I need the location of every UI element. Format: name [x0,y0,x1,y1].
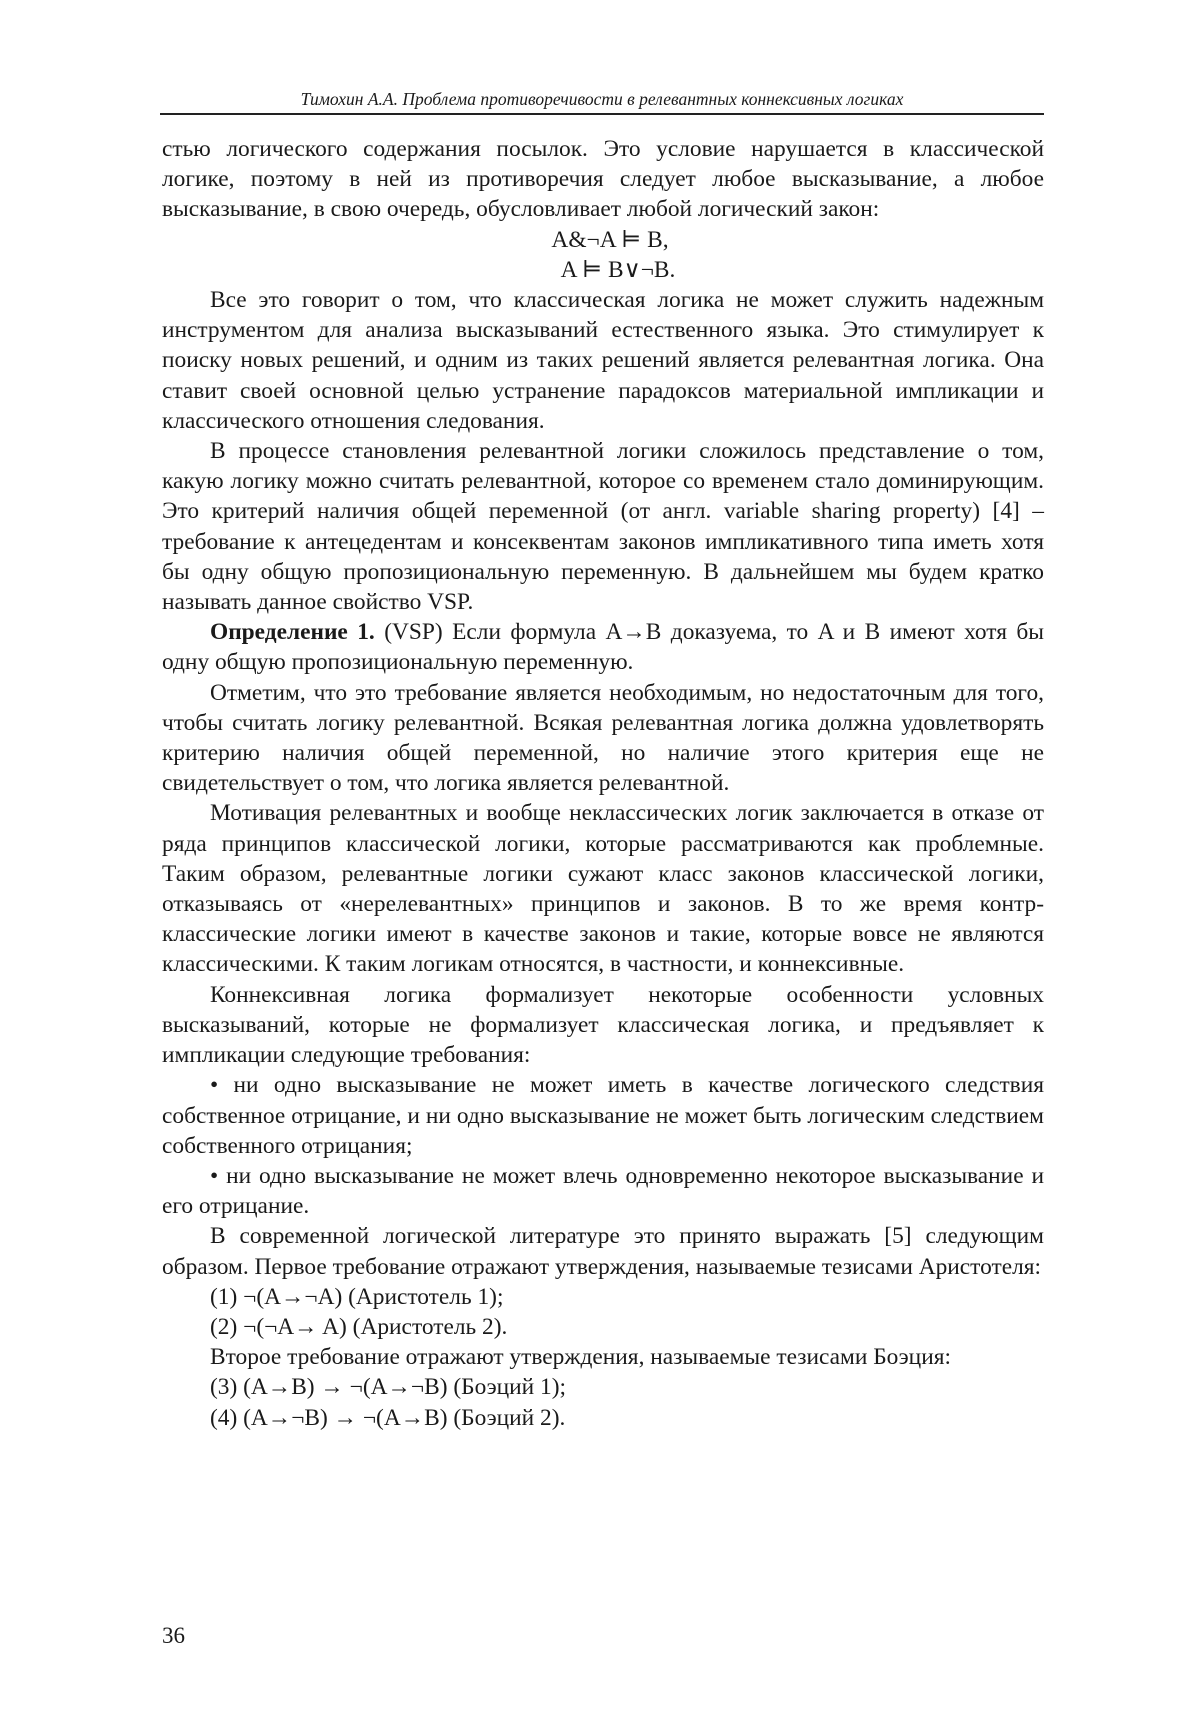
paragraph-4: Отметим, что это требование является необходимым, но недостаточным для того, чтобы считать логику релевантной. Всякая релевантная логика должна удовлетворять критерию наличия общей переменной, но наличие этого критерия еще не свидетельствует о том, что логика является релевантной. [162,679,1044,797]
thesis-1: (1) ¬(A→¬A) (Аристотель 1); [210,1283,504,1310]
thesis-4: (4) (A→¬B) → ¬(A→B) (Боэций 2). [210,1404,566,1431]
definition-label: Определение 1. [210,619,375,646]
header-divider [160,113,1044,115]
bullet-item-2: • ни одно высказывание не может влечь одновременно некоторое высказывание и его отрицание. [162,1162,1044,1220]
definition-1 [162,617,1044,677]
paragraph-1: стью логического содержания посылок. Это условие нарушается в классической логике, поэтому в ней из противоречия следует любое высказывание, а любое высказывание, в свою очередь, обусловливает любой логический закон: [162,136,1044,223]
article-body [162,134,1044,1433]
formula-1: A&¬A ⊨ B, [551,226,669,253]
definition-text: (VSP) Если формула A→B доказуема, то A и B имеют хотя бы одну общую пропозициональную переменную. [162,619,1044,676]
paragraph-3: В процессе становления релевантной логики сложилось представление о том, какую логику можно считать релевантной, которое со временем стало доминирующим. Это критерий наличия общей переменной (от англ. variable sharing property) [4] – требование к антецедентам и консеквентам законов импликативного типа иметь хотя бы одну общую пропозициональную переменную. В дальнейшем мы будем кратко называть данное свойство VSP. [162,438,1044,616]
bullet-item-1: • ни одно высказывание не может иметь в качестве логического следствия собственное отрицание, и ни одно высказывание не может быть логическим следствием собственного отрицания; [162,1072,1044,1159]
paragraph-5: Мотивация релевантных и вообще неклассических логик заключается в отказе от ряда принципов классической логики, которые рассматриваются как проблемные. Таким образом, релевантные логики сужают класс законов классической логики, отказываясь от «нерелевантных» принципов и законов. В то же время контр-классические логики имеют в качестве законов и такие, которые вовсе не являются классическими. К таким логикам относятся, в частности, и коннексивные. [162,800,1044,978]
paragraph-2: Все это говорит о том, что классическая логика не может служить надежным инструментом для анализа высказываний естественного языка. Это стимулирует к поиску новых решений, и одним из таких решений является релевантная логика. Она ставит своей основной целью устранение парадоксов материальной импликации и классического отношения следования. [162,287,1044,434]
thesis-2: (2) ¬(¬A→ A) (Аристотель 2). [210,1313,508,1340]
running-header: Тимохин А.А. Проблема противоречивости в релевантных коннексивных логиках [300,89,904,109]
paragraph-6: Коннексивная логика формализует некоторые особенности условных высказываний, которые не формализует классическая логика, и предъявляет к импликации следующие требования: [162,981,1044,1069]
formula-2: A ⊨ B∨¬B. [560,256,676,283]
page-number: 36 [162,1623,185,1648]
thesis-3: (3) (A→B) → ¬(A→¬B) (Боэций 1); [210,1374,566,1401]
paragraph-8: Второе требование отражают утверждения, называемые тезисами Боэция: [210,1344,951,1371]
paragraph-7: В современной логической литературе это принято выражать [5] следующим образом. Первое требование отражают утверждения, называемые тезисами Аристотеля: [162,1223,1044,1280]
